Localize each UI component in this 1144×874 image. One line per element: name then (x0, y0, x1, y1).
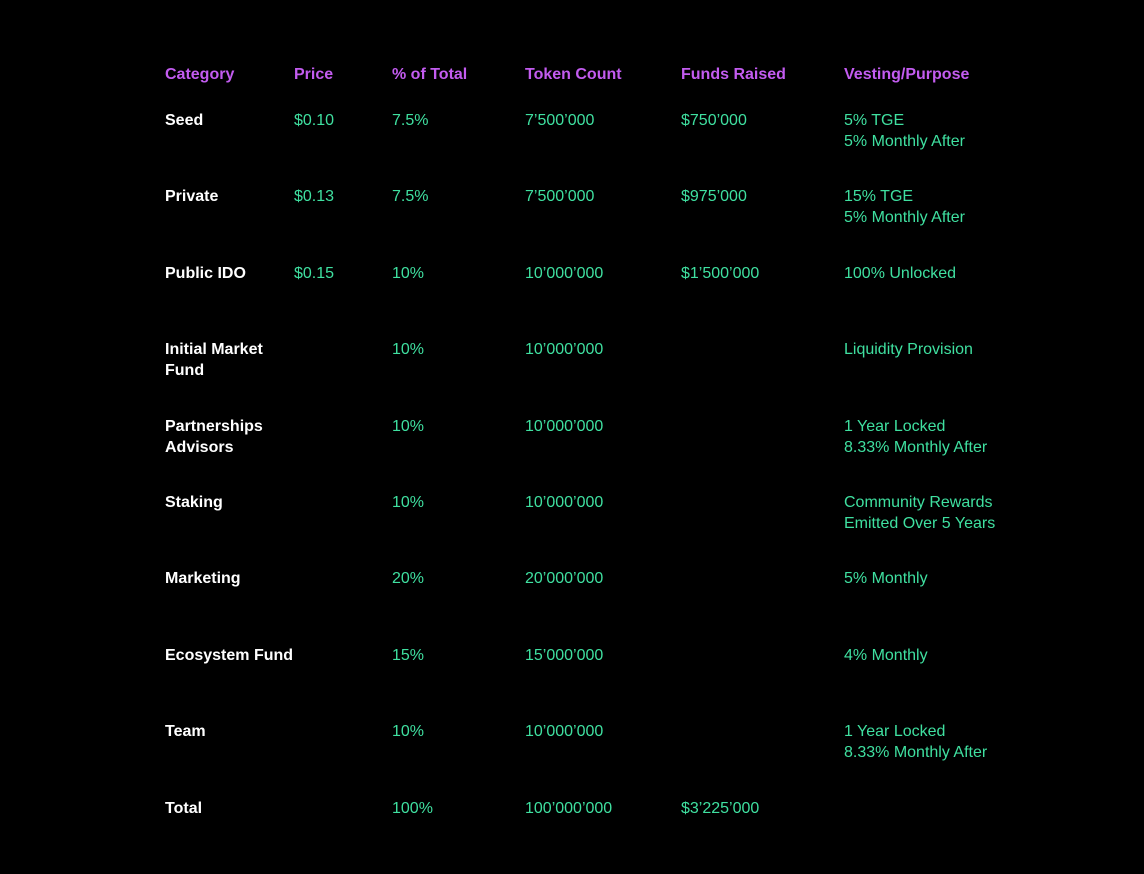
tokenomics-table (165, 64, 1045, 874)
category-cell: Staking (165, 493, 223, 511)
table-row (165, 416, 1045, 492)
table-row (165, 645, 1045, 721)
table-row (165, 568, 1045, 644)
token-count-cell: 15’000’000 (525, 646, 604, 664)
header-funds-raised: Funds Raised (681, 66, 786, 83)
table-header-row (165, 64, 1045, 110)
vesting-cell: 1 Year Locked 8.33% Monthly After (844, 417, 988, 456)
vesting-cell: 15% TGE 5% Monthly After (844, 188, 965, 227)
price-cell: $0.13 (294, 188, 335, 206)
category-cell: Total (165, 799, 203, 817)
table-total-row (165, 798, 1045, 874)
table-row (165, 721, 1045, 797)
percent-cell: 20% (392, 570, 425, 588)
table-row (165, 110, 1045, 186)
table-row (165, 263, 1045, 339)
token-count-cell: 10’000’000 (525, 264, 604, 282)
token-count-cell: 10’000’000 (525, 493, 604, 511)
percent-cell: 7.5% (392, 112, 429, 129)
token-count-cell: 10’000’000 (525, 723, 604, 741)
category-cell: Partnerships Advisors (165, 417, 263, 456)
header-percent-of-total: % of Total (392, 66, 468, 83)
vesting-cell: 5% TGE 5% Monthly After (844, 112, 965, 150)
vesting-cell: 100% Unlocked (844, 264, 957, 282)
header-category: Category (165, 66, 235, 83)
category-cell: Initial Market Fund (165, 341, 263, 380)
table-row (165, 339, 1045, 415)
category-cell: Public IDO (165, 264, 246, 282)
percent-cell: 10% (392, 264, 425, 282)
table-row (165, 186, 1045, 262)
token-count-cell: 7’500’000 (525, 112, 595, 129)
header-token-count: Token Count (525, 66, 622, 83)
category-cell: Marketing (165, 570, 241, 588)
funds-raised-cell: $1’500’000 (681, 264, 760, 282)
token-count-cell: 100’000’000 (525, 799, 613, 817)
percent-cell: 10% (392, 493, 425, 511)
funds-raised-cell: $975’000 (681, 188, 747, 206)
category-cell: Private (165, 188, 219, 206)
token-count-cell: 10’000’000 (525, 417, 604, 435)
header-price: Price (294, 66, 334, 83)
percent-cell: 10% (392, 723, 425, 741)
funds-raised-cell: $3’225’000 (681, 799, 760, 817)
percent-cell: 10% (392, 341, 425, 359)
table-row (165, 492, 1045, 568)
category-cell: Ecosystem Fund (165, 646, 294, 664)
vesting-cell: 1 Year Locked 8.33% Monthly After (844, 723, 988, 762)
vesting-cell: Liquidity Provision (844, 341, 973, 359)
vesting-cell: 4% Monthly (844, 646, 928, 664)
percent-cell: 15% (392, 646, 425, 664)
percent-cell: 7.5% (392, 188, 429, 206)
token-count-cell: 10’000’000 (525, 341, 604, 359)
vesting-cell: 5% Monthly (844, 570, 928, 588)
price-cell: $0.15 (294, 264, 335, 282)
category-cell: Team (165, 723, 206, 741)
price-cell: $0.10 (294, 112, 335, 129)
token-count-cell: 7’500’000 (525, 188, 595, 206)
token-count-cell: 20’000’000 (525, 570, 604, 588)
percent-cell: 100% (392, 799, 433, 817)
percent-cell: 10% (392, 417, 425, 435)
vesting-cell: Community Rewards Emitted Over 5 Years (844, 493, 996, 532)
funds-raised-cell: $750’000 (681, 112, 747, 129)
category-cell: Seed (165, 112, 204, 129)
header-vesting-purpose: Vesting/Purpose (844, 66, 970, 83)
